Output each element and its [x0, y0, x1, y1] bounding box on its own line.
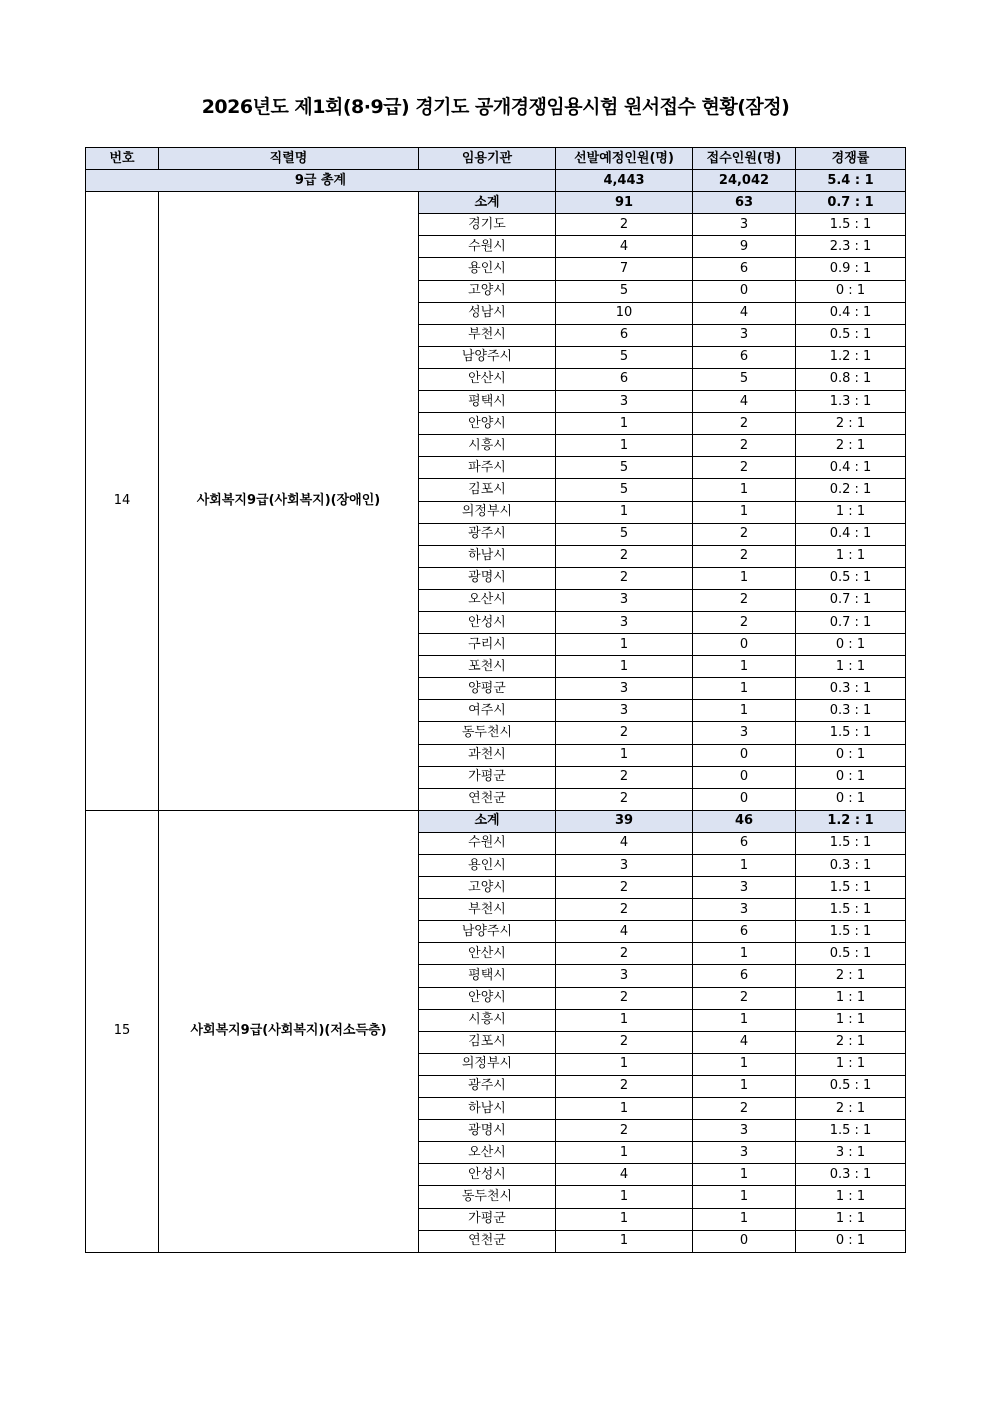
applied-cell: 6: [693, 965, 796, 987]
planned-cell: 4: [556, 832, 693, 854]
agency-cell: 안산시: [419, 943, 556, 965]
agency-cell: 안성시: [419, 611, 556, 633]
ratio-cell: 0 : 1: [796, 280, 906, 302]
agency-cell: 여주시: [419, 700, 556, 722]
applied-cell: 1: [693, 700, 796, 722]
agency-cell: 경기도: [419, 214, 556, 236]
ratio-cell: 0.3 : 1: [796, 1164, 906, 1186]
agency-cell: 김포시: [419, 1031, 556, 1053]
agency-cell: 구리시: [419, 634, 556, 656]
applied-cell: 2: [693, 611, 796, 633]
applied-cell: 6: [693, 832, 796, 854]
ratio-cell: 0.4 : 1: [796, 523, 906, 545]
ratio-cell: 2 : 1: [796, 413, 906, 435]
applied-cell: 2: [693, 413, 796, 435]
planned-cell: 2: [556, 943, 693, 965]
planned-cell: 3: [556, 391, 693, 413]
ratio-cell: 1.5 : 1: [796, 877, 906, 899]
planned-cell: 1: [556, 634, 693, 656]
applied-cell: 0: [693, 280, 796, 302]
applied-cell: 4: [693, 302, 796, 324]
applied-cell: 1: [693, 479, 796, 501]
agency-cell: 시흥시: [419, 1009, 556, 1031]
applied-cell: 2: [693, 589, 796, 611]
agency-cell: 광주시: [419, 523, 556, 545]
agency-cell: 광명시: [419, 567, 556, 589]
agency-cell: 안성시: [419, 1164, 556, 1186]
applied-cell: 3: [693, 1120, 796, 1142]
agency-cell: 의정부시: [419, 1053, 556, 1075]
agency-cell: 김포시: [419, 479, 556, 501]
agency-cell: 의정부시: [419, 501, 556, 523]
applied-cell: 3: [693, 1142, 796, 1164]
group-job-series: 사회복지9급(사회복지)(장애인): [159, 192, 419, 811]
grand-total-applied: 24,042: [693, 170, 796, 192]
planned-cell: 3: [556, 855, 693, 877]
agency-cell: 부천시: [419, 324, 556, 346]
ratio-cell: 2 : 1: [796, 1031, 906, 1053]
applied-cell: 1: [693, 501, 796, 523]
planned-cell: 2: [556, 788, 693, 810]
agency-cell: 용인시: [419, 258, 556, 280]
applied-cell: 0: [693, 788, 796, 810]
applied-cell: 6: [693, 258, 796, 280]
applied-cell: 9: [693, 236, 796, 258]
subtotal-planned: 39: [556, 810, 693, 832]
ratio-cell: 3 : 1: [796, 1142, 906, 1164]
ratio-cell: 0.9 : 1: [796, 258, 906, 280]
agency-cell: 남양주시: [419, 346, 556, 368]
agency-cell: 동두천시: [419, 722, 556, 744]
application-status-table: [85, 147, 906, 1253]
applied-cell: 2: [693, 435, 796, 457]
ratio-cell: 1 : 1: [796, 1208, 906, 1230]
ratio-cell: 0.4 : 1: [796, 302, 906, 324]
agency-cell: 하남시: [419, 1098, 556, 1120]
applied-cell: 0: [693, 1230, 796, 1252]
applied-cell: 1: [693, 1186, 796, 1208]
agency-cell: 오산시: [419, 1142, 556, 1164]
ratio-cell: 1 : 1: [796, 656, 906, 678]
group-number: 14: [86, 192, 159, 811]
ratio-cell: 0.5 : 1: [796, 943, 906, 965]
planned-cell: 1: [556, 656, 693, 678]
applied-cell: 1: [693, 1075, 796, 1097]
planned-cell: 10: [556, 302, 693, 324]
subtotal-planned: 91: [556, 192, 693, 214]
agency-cell: 연천군: [419, 1230, 556, 1252]
ratio-cell: 0.5 : 1: [796, 324, 906, 346]
ratio-cell: 0 : 1: [796, 634, 906, 656]
header-number: 번호: [86, 148, 159, 170]
applied-cell: 4: [693, 1031, 796, 1053]
applied-cell: 6: [693, 921, 796, 943]
planned-cell: 1: [556, 1098, 693, 1120]
planned-cell: 4: [556, 1164, 693, 1186]
ratio-cell: 2 : 1: [796, 1098, 906, 1120]
applied-cell: 2: [693, 1098, 796, 1120]
ratio-cell: 0.7 : 1: [796, 611, 906, 633]
planned-cell: 2: [556, 545, 693, 567]
ratio-cell: 2 : 1: [796, 435, 906, 457]
group-job-series: 사회복지9급(사회복지)(저소득층): [159, 810, 419, 1252]
header-agency: 임용기관: [419, 148, 556, 170]
planned-cell: 4: [556, 921, 693, 943]
group-number: 15: [86, 810, 159, 1252]
planned-cell: 5: [556, 457, 693, 479]
planned-cell: 1: [556, 1208, 693, 1230]
ratio-cell: 0.4 : 1: [796, 457, 906, 479]
planned-cell: 2: [556, 214, 693, 236]
ratio-cell: 1.5 : 1: [796, 214, 906, 236]
ratio-cell: 0.7 : 1: [796, 589, 906, 611]
agency-cell: 평택시: [419, 391, 556, 413]
applied-cell: 5: [693, 368, 796, 390]
agency-cell: 광주시: [419, 1075, 556, 1097]
ratio-cell: 0.3 : 1: [796, 678, 906, 700]
planned-cell: 1: [556, 1230, 693, 1252]
applied-cell: 4: [693, 391, 796, 413]
ratio-cell: 1.3 : 1: [796, 391, 906, 413]
agency-cell: 고양시: [419, 877, 556, 899]
agency-cell: 오산시: [419, 589, 556, 611]
applied-cell: 2: [693, 545, 796, 567]
ratio-cell: 1.5 : 1: [796, 921, 906, 943]
grand-total-planned: 4,443: [556, 170, 693, 192]
ratio-cell: 1 : 1: [796, 545, 906, 567]
planned-cell: 2: [556, 1031, 693, 1053]
ratio-cell: 0.5 : 1: [796, 1075, 906, 1097]
planned-cell: 1: [556, 501, 693, 523]
applied-cell: 3: [693, 324, 796, 346]
ratio-cell: 0 : 1: [796, 1230, 906, 1252]
agency-cell: 시흥시: [419, 435, 556, 457]
applied-cell: 2: [693, 457, 796, 479]
ratio-cell: 1.2 : 1: [796, 346, 906, 368]
planned-cell: 2: [556, 1075, 693, 1097]
planned-cell: 4: [556, 236, 693, 258]
ratio-cell: 0.2 : 1: [796, 479, 906, 501]
header-row: [86, 148, 906, 170]
grand-total-label: 9급 총계: [86, 170, 556, 192]
agency-cell: 양평군: [419, 678, 556, 700]
agency-cell: 안산시: [419, 368, 556, 390]
ratio-cell: 0.3 : 1: [796, 700, 906, 722]
applied-cell: 3: [693, 722, 796, 744]
page-title: 2026년도 제1회(8·9급) 경기도 공개경쟁임용시험 원서접수 현황(잠정): [201, 96, 790, 118]
subtotal-applied: 63: [693, 192, 796, 214]
subtotal-row: [86, 192, 906, 214]
planned-cell: 3: [556, 678, 693, 700]
ratio-cell: 0.5 : 1: [796, 567, 906, 589]
planned-cell: 1: [556, 1009, 693, 1031]
planned-cell: 1: [556, 1186, 693, 1208]
applied-cell: 1: [693, 567, 796, 589]
planned-cell: 3: [556, 589, 693, 611]
agency-cell: 평택시: [419, 965, 556, 987]
applied-cell: 3: [693, 214, 796, 236]
applied-cell: 1: [693, 1208, 796, 1230]
grand-total-ratio: 5.4 : 1: [796, 170, 906, 192]
applied-cell: 0: [693, 634, 796, 656]
ratio-cell: 1.5 : 1: [796, 832, 906, 854]
planned-cell: 2: [556, 766, 693, 788]
agency-cell: 수원시: [419, 236, 556, 258]
planned-cell: 7: [556, 258, 693, 280]
applied-cell: 2: [693, 987, 796, 1009]
planned-cell: 2: [556, 899, 693, 921]
agency-cell: 동두천시: [419, 1186, 556, 1208]
planned-cell: 1: [556, 413, 693, 435]
applied-cell: 1: [693, 943, 796, 965]
applied-cell: 1: [693, 678, 796, 700]
ratio-cell: 2.3 : 1: [796, 236, 906, 258]
subtotal-ratio: 1.2 : 1: [796, 810, 906, 832]
planned-cell: 6: [556, 324, 693, 346]
header-planned: 선발예정인원(명): [556, 148, 693, 170]
applied-cell: 1: [693, 1009, 796, 1031]
subtotal-label: 소계: [419, 810, 556, 832]
agency-cell: 파주시: [419, 457, 556, 479]
planned-cell: 5: [556, 280, 693, 302]
planned-cell: 3: [556, 700, 693, 722]
ratio-cell: 1.5 : 1: [796, 722, 906, 744]
ratio-cell: 1 : 1: [796, 1186, 906, 1208]
planned-cell: 5: [556, 346, 693, 368]
subtotal-ratio: 0.7 : 1: [796, 192, 906, 214]
agency-cell: 광명시: [419, 1120, 556, 1142]
ratio-cell: 0.3 : 1: [796, 855, 906, 877]
planned-cell: 2: [556, 987, 693, 1009]
agency-cell: 가평군: [419, 766, 556, 788]
applied-cell: 6: [693, 346, 796, 368]
ratio-cell: 1 : 1: [796, 987, 906, 1009]
ratio-cell: 1.5 : 1: [796, 899, 906, 921]
agency-cell: 과천시: [419, 744, 556, 766]
agency-cell: 안양시: [419, 413, 556, 435]
planned-cell: 3: [556, 611, 693, 633]
applied-cell: 0: [693, 766, 796, 788]
agency-cell: 연천군: [419, 788, 556, 810]
ratio-cell: 0 : 1: [796, 766, 906, 788]
agency-cell: 안양시: [419, 987, 556, 1009]
planned-cell: 2: [556, 877, 693, 899]
applied-cell: 1: [693, 656, 796, 678]
planned-cell: 1: [556, 1053, 693, 1075]
agency-cell: 남양주시: [419, 921, 556, 943]
applied-cell: 1: [693, 855, 796, 877]
applied-cell: 3: [693, 877, 796, 899]
ratio-cell: 1 : 1: [796, 1053, 906, 1075]
planned-cell: 2: [556, 567, 693, 589]
planned-cell: 1: [556, 435, 693, 457]
planned-cell: 2: [556, 1120, 693, 1142]
ratio-cell: 0 : 1: [796, 744, 906, 766]
grand-total-row: [86, 170, 906, 192]
applied-cell: 3: [693, 899, 796, 921]
planned-cell: 2: [556, 722, 693, 744]
planned-cell: 5: [556, 523, 693, 545]
applied-cell: 2: [693, 523, 796, 545]
subtotal-label: 소계: [419, 192, 556, 214]
agency-cell: 부천시: [419, 899, 556, 921]
agency-cell: 포천시: [419, 656, 556, 678]
agency-cell: 용인시: [419, 855, 556, 877]
ratio-cell: 0.8 : 1: [796, 368, 906, 390]
applied-cell: 1: [693, 1053, 796, 1075]
applied-cell: 1: [693, 1164, 796, 1186]
planned-cell: 3: [556, 965, 693, 987]
planned-cell: 1: [556, 1142, 693, 1164]
header-ratio: 경쟁률: [796, 148, 906, 170]
planned-cell: 1: [556, 744, 693, 766]
agency-cell: 하남시: [419, 545, 556, 567]
agency-cell: 가평군: [419, 1208, 556, 1230]
ratio-cell: 0 : 1: [796, 788, 906, 810]
header-applied: 접수인원(명): [693, 148, 796, 170]
planned-cell: 6: [556, 368, 693, 390]
applied-cell: 0: [693, 744, 796, 766]
agency-cell: 고양시: [419, 280, 556, 302]
subtotal-applied: 46: [693, 810, 796, 832]
ratio-cell: 1 : 1: [796, 501, 906, 523]
ratio-cell: 2 : 1: [796, 965, 906, 987]
agency-cell: 성남시: [419, 302, 556, 324]
ratio-cell: 1.5 : 1: [796, 1120, 906, 1142]
agency-cell: 수원시: [419, 832, 556, 854]
header-job-series: 직렬명: [159, 148, 419, 170]
planned-cell: 5: [556, 479, 693, 501]
ratio-cell: 1 : 1: [796, 1009, 906, 1031]
subtotal-row: [86, 810, 906, 832]
